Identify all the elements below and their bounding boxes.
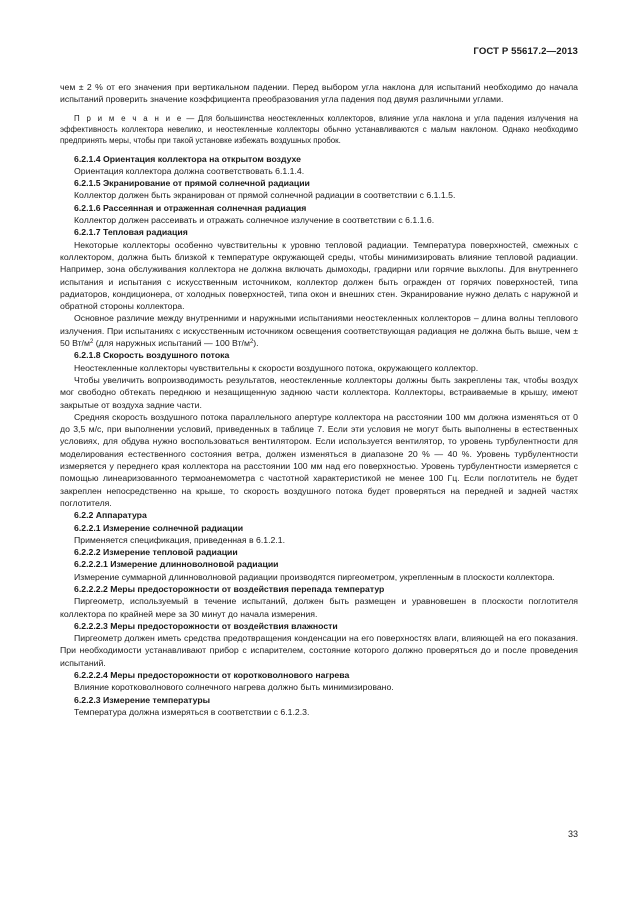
- paragraph: Чтобы увеличить вопроизводимость результатов, неостекленные коллекторы должны быть закреплены так, чтобы воздух мог свободно обтекать переднюю и незащищенную заднюю части коллектора. Коллекторы, встраиваемые в крышу, имеют закрытые от воздуха задние части.: [60, 374, 578, 410]
- heading-6-2-2-2-2: 6.2.2.2.2 Меры предосторожности от воздействия перепада температур: [74, 583, 385, 594]
- heading-6-2-1-8: 6.2.1.8 Скорость воздушного потока: [74, 350, 230, 361]
- paragraph: Ориентация коллектора должна соответствовать 6.1.1.4.: [74, 165, 305, 176]
- text-run: (для наружных испытаний — 100 Вт/м: [93, 338, 250, 349]
- heading-6-2-2: 6.2.2 Аппаратура: [74, 510, 147, 521]
- page-number: 33: [567, 829, 578, 839]
- paragraph: Коллектор должен быть экранирован от прямой солнечной радиации в соответствии с 6.1.1.5.: [74, 190, 456, 201]
- heading-6-2-1-6: 6.2.1.6 Рассеянная и отраженная солнечная радиация: [74, 202, 307, 213]
- document-header: ГОСТ Р 55617.2—2013: [473, 46, 578, 57]
- paragraph: Влияние коротковолнового солнечного нагрева должно быть минимизировано.: [74, 682, 394, 693]
- paragraph: Коллектор должен рассеивать и отражать солнечное излучение в соответствии с 6.1.1.6.: [74, 215, 435, 226]
- paragraph: Некоторые коллекторы особенно чувствительны к уровню тепловой радиации. Температура поверхностей, смежных с коллектором, должна быть близкой к температуре окружающей среды, чтобы минимизировать влияние тепловой радиации. Например, зона обслуживания коллектора не должна включать дымоходы, градирни или горячие выхлопы. Для внутреннего испытания и испытания с искусственным источником, коллектор должен быть огражден от горячих поверхностей, типа радиаторов, кондиционера, от холодных поверхностей, типа окон и внешних стен. Экранирование нужно делать с наружной и обратной стороны коллектора.: [60, 239, 578, 312]
- heading-6-2-2-2-1: 6.2.2.2.1 Измерение длинноволновой радиации: [74, 559, 279, 570]
- heading-6-2-1-5: 6.2.1.5 Экранирование от прямой солнечной радиации: [74, 178, 310, 189]
- note: [60, 113, 578, 146]
- heading-6-2-2-3: 6.2.2.3 Измерение температуры: [74, 694, 211, 705]
- note-text: — Для большинства неостекленных коллекторов, влияние угла наклона и угла падения излучения на эффективность коллектора невелико, и неостекленные коллекторы обычно устанавливаются с малым наклоном. Однако необходимо предпринять меры, чтобы при такой установке избежать воздушных пробок.: [60, 113, 578, 145]
- paragraph: Средняя скорость воздушного потока параллельного апертуре коллектора на расстоянии 100 мм должна изменяться от 0 до 3,5 м/с, при выполнении условий, приведенных в таблице 7. Если эти условия не могут быть выполнены в естественных условиях, для обдува нужно воспользоваться вентилятором. Если используется вентилятор, то уровень турбулентности для моделирования естественного состояния ветра, должен изменяться в диапазоне 20 % — 40 %. Уровень турбулентности измеряется у переднего края коллектора на расстоянии 100 мм над его поверхностью. Уровень турбулентности измеряется с помощью линеаризованного термоанемометра с частотной характеристикой не менее 100 Гц. Если поглотитель не будет закреплен непосредственно на крыше, то скорость воздушного потока будет проверяться на передней и задней частях поглотителя.: [60, 411, 578, 508]
- paragraph: Неостекленные коллекторы чувствительны к скорости воздушного потока, окружающего коллектор.: [74, 362, 479, 373]
- paragraph: [60, 312, 578, 349]
- superscript: 2: [89, 339, 94, 346]
- heading-6-2-2-1: 6.2.2.1 Измерение солнечной радиации: [74, 522, 244, 533]
- paragraph: Применяется спецификация, приведенная в 6.1.2.1.: [74, 534, 286, 545]
- text-run: Основное различие между внутренними и наружными испытаниями неостекленных коллекторов – длина волны теплового излучения. При испытаниях с искусственным источником освещения соответствующая радиация не должна быть выше, чем ± 50 Вт/м: [60, 313, 578, 349]
- text-run: ).: [253, 338, 259, 349]
- heading-6-2-2-2-4: 6.2.2.2.4 Меры предосторожности от коротковолнового нагрева: [74, 670, 350, 681]
- heading-6-2-1-4: 6.2.1.4 Ориентация коллектора на открытом воздухе: [74, 153, 301, 164]
- intro-paragraph: чем ± 2 % от его значения при вертикальном падении. Перед выбором угла наклона для испытаний необходимо до начала испытаний проверить значение коэффициента преобразования угла падения под двумя различными углами.: [60, 82, 578, 105]
- heading-6-2-2-2: 6.2.2.2 Измерение тепловой радиации: [74, 547, 238, 558]
- paragraph: Температура должна измеряться в соответствии с 6.1.2.3.: [74, 706, 310, 717]
- heading-6-2-2-2-3: 6.2.2.2.3 Меры предосторожности от воздействия влажности: [74, 620, 338, 631]
- paragraph: Измерение суммарной длинноволновой радиации производятся пиргеометром, укрепленным в плоскости коллектора.: [74, 571, 555, 582]
- heading-6-2-1-7: 6.2.1.7 Тепловая радиация: [74, 227, 188, 238]
- paragraph: Пиргеометр должен иметь средства предотвращения конденсации на его поверхностях влаги, влияющей на его показания. При необходимости устанавливают прибор с испарителем, состояние которого должно проверяться до и после проведения испытаний.: [60, 633, 578, 668]
- note-label: П р и м е ч а н и е: [74, 113, 183, 123]
- superscript: 2: [249, 339, 254, 346]
- page-body: [60, 81, 578, 718]
- paragraph: Пиргеометр, используемый в течение испытаний, должен быть размещен и уравновешен в плоскости поглотителя коллектора по крайней мере за 30 минут до начала измерения.: [60, 596, 578, 619]
